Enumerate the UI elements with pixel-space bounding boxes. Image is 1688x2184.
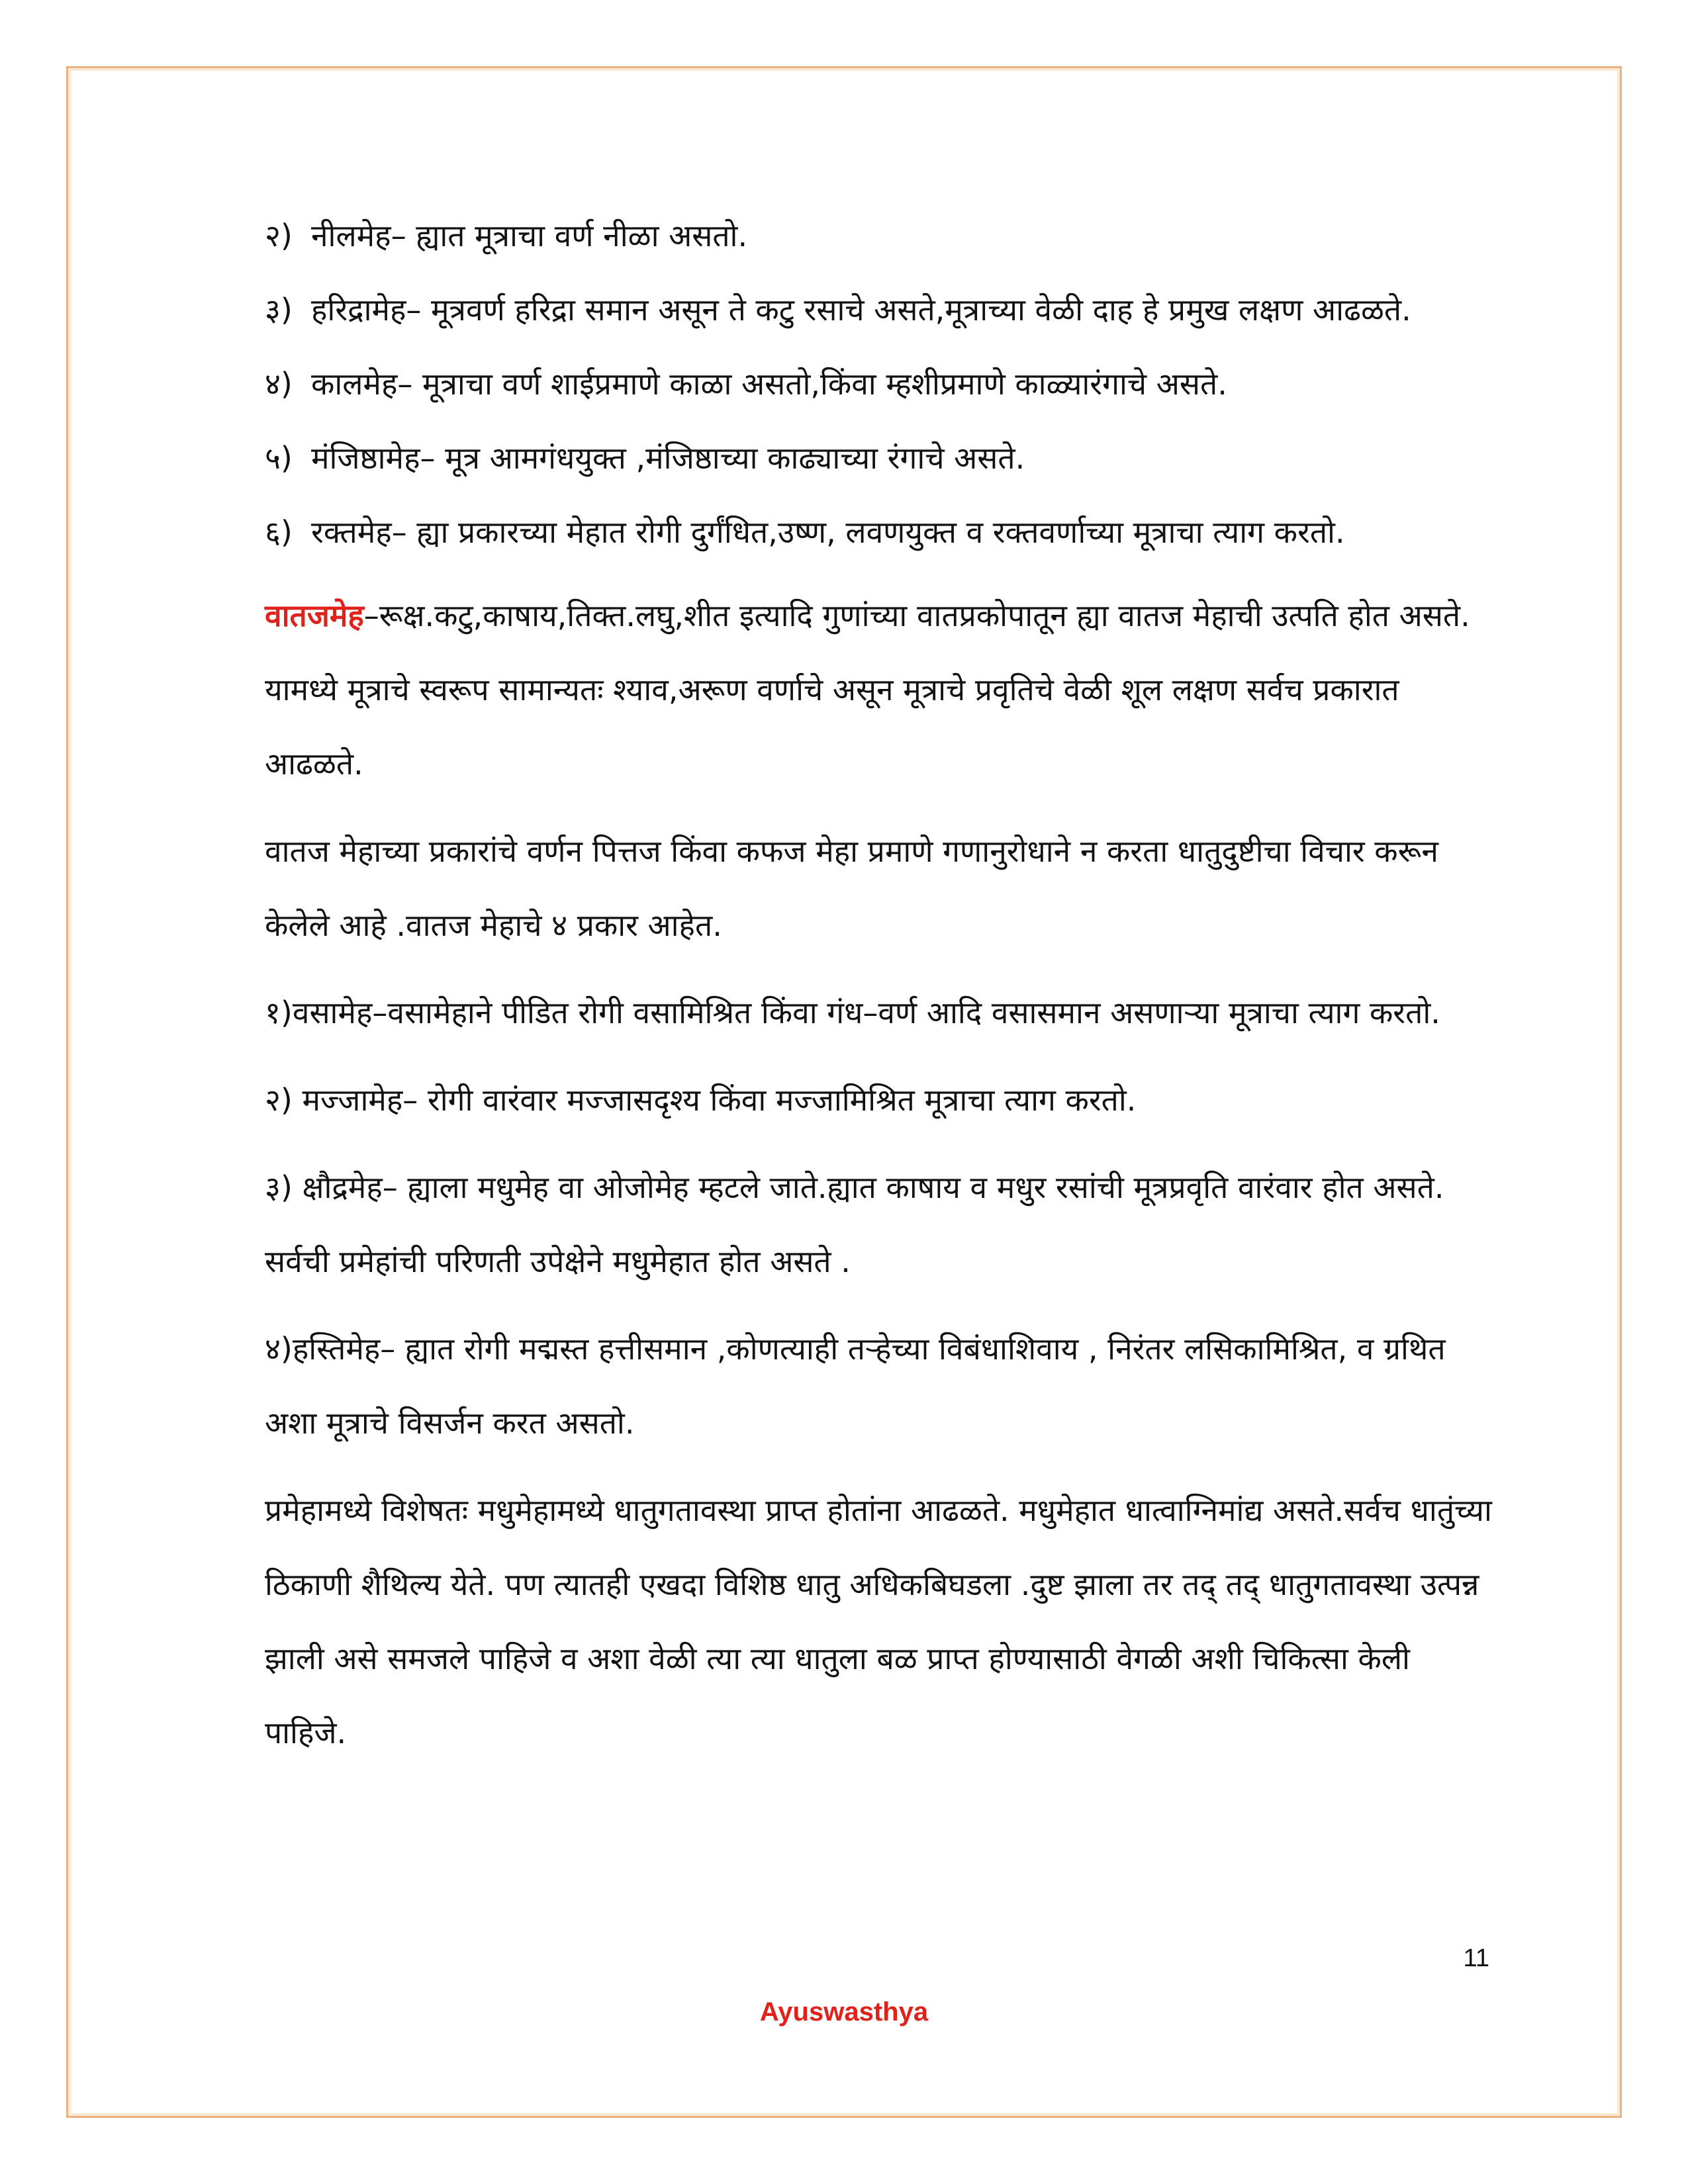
list-item-text: हरिद्रामेह– मूत्रवर्ण हरिद्रा समान असून ते कटु रसाचे असते,मूत्राच्या वेळी दाह हे प्रमुख लक्षण आढळते. bbox=[311, 292, 1411, 328]
vataja-intro-paragraph: वातज मेहाच्या प्रकारांचे वर्णन पित्तज किंवा कफज मेहा प्रमाणे गणानुरोधाने न करता धातुदुष्टीचा विचार करून केलेले आहे .वातज मेहाचे ४ प्रकार आहेत. bbox=[265, 833, 1438, 943]
list-item-text: नीलमेह– ह्यात मूत्राचा वर्ण नीळा असतो. bbox=[311, 218, 748, 253]
vataja-paragraph bbox=[265, 578, 1496, 801]
vataja-text: –रूक्ष.कटु,काषाय,तिक्त.लघु,शीत इत्यादि गुणांच्या वातप्रकोपातून ह्या वातज मेहाची उत्पति होत असते. यामध्ये मूत्राचे स्वरूप सामान्यतः श्याव,अरूण वर्णाचे असून मूत्राचे प्रवृतिचे वेळी शूल लक्षण सर्वच प्रकारात आढळते. bbox=[265, 598, 1470, 782]
list-item-number: ४) bbox=[265, 366, 293, 402]
list-item-text: रक्तमेह– ह्या प्रकारच्या मेहात रोगी दुर्गंधित,उष्ण, लवणयुक्त व रक्तवर्णाच्या मूत्राचा त्याग करतो. bbox=[311, 514, 1345, 550]
list-item-number: २) bbox=[265, 218, 293, 253]
majjameha-paragraph: २) मज्जामेह– रोगी वारंवार मज्जासदृश्य किंवा मज्जामिश्रित मूत्राचा त्याग करतो. bbox=[265, 1082, 1137, 1118]
list-item-raktameha bbox=[265, 495, 1496, 569]
footer-brand: Ayuswasthya bbox=[759, 1997, 929, 2026]
closing-paragraph: प्रमेहामध्ये विशेषतः मधुमेहामध्ये धातुगतावस्था प्राप्त होतांना आढळते. मधुमेहात धात्वाग्निमांद्य असते.सर्वच धातुंच्या ठिकाणी शैथिल्य येते. पण त्यातही एखदा विशिष्ठ धातु अधिकबिघडला .दुष्ट झाला तर तद् तद् धातुगतावस्था उत्पन्न झाली असे समजले पाहिजे व अशा वेळी त्या त्या धातुला बळ प्राप्त होण्यासाठी वेगळी अशी चिकित्सा केली पाहिजे. bbox=[265, 1492, 1492, 1751]
list-item-number: ५) bbox=[265, 440, 293, 476]
list-item-text: कालमेह– मूत्राचा वर्ण शाईप्रमाणे काळा असतो,किंवा म्हशीप्रमाणे काळ्यारंगाचे असते. bbox=[311, 366, 1227, 402]
vasameha-paragraph: १)वसामेह–वसामेहाने पीडित रोगी वसामिश्रित किंवा गंध–वर्ण आदि वसासमान असणाऱ्या मूत्राचा त्याग करतो. bbox=[265, 995, 1440, 1030]
kshaudrameha-paragraph: ३) क्षौद्रमेह– ह्याला मधुमेह वा ओजोमेह म्हटले जाते.ह्यात काषाय व मधुर रसांची मूत्रप्रवृति वारंवार होत असते. सर्वची प्रमेहांची परिणती उपेक्षेने मधुमेहात होत असते . bbox=[265, 1169, 1444, 1279]
list-item-number: ६) bbox=[265, 514, 293, 550]
vataja-heading: वातजमेह bbox=[265, 598, 364, 633]
list-item-text: मंजिष्ठामेह– मूत्र आमगंधयुक्त ,मंजिष्ठाच्या काढ्याच्या रंगाचे असते. bbox=[311, 440, 1025, 476]
list-item-number: ३) bbox=[265, 292, 293, 328]
page-number: 11 bbox=[1463, 1944, 1489, 1972]
list-item-nilameha bbox=[265, 199, 1496, 273]
list-item-manjishthameha bbox=[265, 421, 1496, 495]
hastimeha-paragraph: ४)हस्तिमेह– ह्यात रोगी मद्मस्त हत्तीसमान ,कोणत्याही तऱ्हेच्या विबंधाशिवाय , निरंतर लसिकामिश्रित, व ग्रथित अशा मूत्राचे विसर्जन करत असतो. bbox=[265, 1331, 1446, 1441]
list-item-kalameha bbox=[265, 347, 1496, 421]
list-item-haridrameha bbox=[265, 273, 1496, 347]
document-body bbox=[265, 199, 1496, 1770]
